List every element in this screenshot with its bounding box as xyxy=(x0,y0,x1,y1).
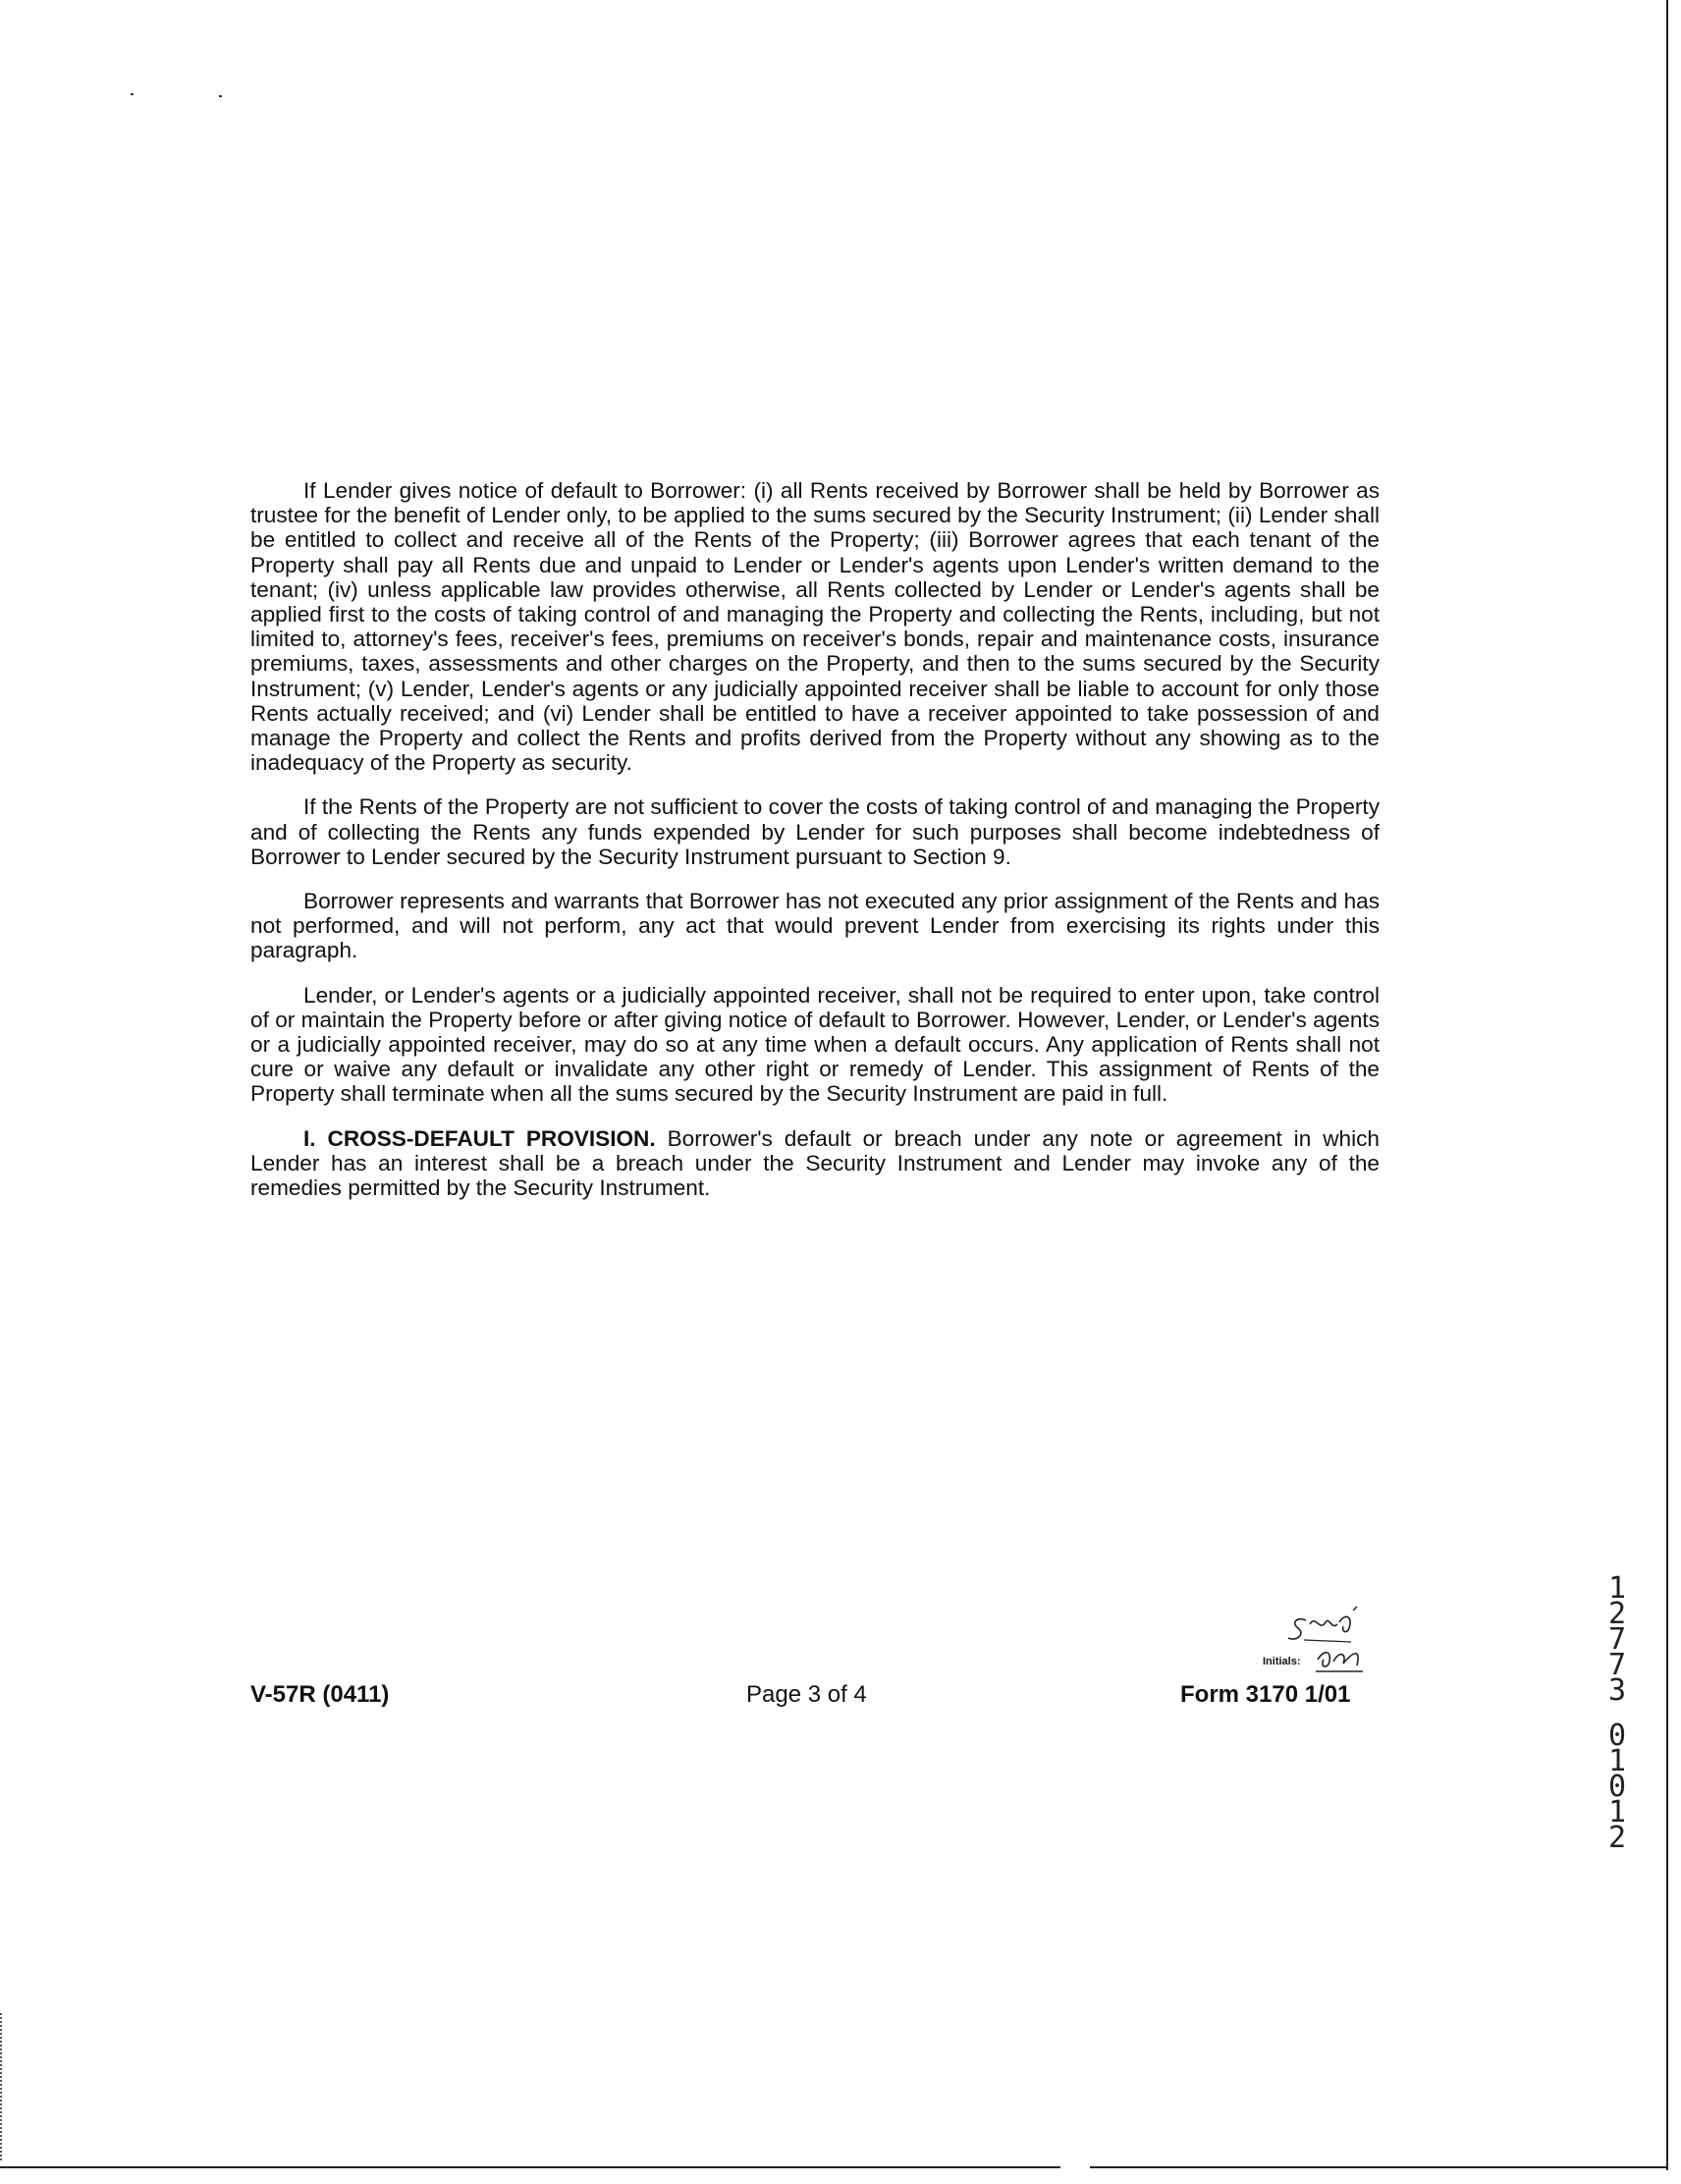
stamp-digit: 2 xyxy=(1607,1821,1627,1855)
paragraph-rents-on-default: If Lender gives notice of default to Borrower: (i) all Rents received by Borrower shall be held by Borrower as trustee for the benefit of Lender only, to be applied to the sums secured by the Security Instrument; (ii) Lender shall be entitled to collect and receive all of the Rents of the Property; (iii) Borrower agrees that each tenant of the Property shall pay all Rents due and unpaid to Lender or Lender's agents upon Lender's written demand to the tenant; (iv) unless applicable law provides otherwise, all Rents collected by Lender or Lender's agents shall be applied first to the costs of taking control of and managing the Property and collecting the Rents, including, but not limited to, attorney's fees, receiver's fees, premiums on receiver's bonds, repair and maintenance costs, insurance premiums, taxes, assessments and other charges on the Property, and then to the sums secured by the Security Instrument; (v) Lender, Lender's agents or any judicially appointed receiver shall be liable to account for only those Rents actually received; and (vi) Lender shall be entitled to have a receiver appointed to take possession of and manage the Property and collect the Rents and profits derived from the Property without any showing as to the inadequacy of the Property as security. xyxy=(250,478,1380,776)
stamp-digit: 1 xyxy=(1607,1571,1627,1606)
vertical-stamp-number xyxy=(1602,1571,1632,1855)
stamp-digit: 1 xyxy=(1607,1744,1627,1778)
cross-default-text: Borrower's default or breach under any note or agreement in which Lender has an interest shall be a breach under the Security Instrument and Lender may invoke any of the remedies permitted by the Security Instrument. xyxy=(250,1125,1380,1201)
page-border-gap xyxy=(1060,2166,1090,2169)
paragraph-lender-not-required: Lender, or Lender's agents or a judicially appointed receiver, shall not be required to enter upon, take control of or maintain the Property before or after giving notice of default to Borrower. However, Lender, or Lender's agents or a judicially appointed receiver, may do so at any time when a default occurs. Any application of Rents shall not cure or waive any default or invalidate any other right or remedy of Lender. This assignment of Rents of the Property shall terminate when all the sums secured by the Security Instrument are paid in full. xyxy=(250,982,1380,1107)
scan-edge-mark xyxy=(0,2013,4,2160)
paragraph-insufficient-rents: If the Rents of the Property are not sufficient to cover the costs of taking control of and managing the Property and of collecting the Rents any funds expended by Lender for such purposes shall become indebtedness of Borrower to Lender secured by the Security Instrument pursuant to Section 9. xyxy=(250,794,1380,869)
stamp-digit: 7 xyxy=(1607,1648,1627,1682)
scan-speck xyxy=(219,95,222,97)
scan-speck xyxy=(131,93,134,95)
form-number: Form 3170 1/01 xyxy=(1180,1681,1351,1708)
document-body xyxy=(250,478,1380,1220)
initials-signature xyxy=(1255,1603,1402,1681)
page-number: Page 3 of 4 xyxy=(746,1681,867,1708)
paragraph-borrower-warranty: Borrower represents and warrants that Borrower has not executed any prior assignment of the Rents and has not performed, and will not perform, any act that would prevent Lender from exercising its rights under this paragraph. xyxy=(250,889,1380,963)
page-border-right xyxy=(1666,0,1668,2170)
stamp-digit: 7 xyxy=(1607,1622,1627,1657)
stamp-digit: 1 xyxy=(1607,1795,1627,1829)
stamp-digit: 3 xyxy=(1607,1673,1627,1708)
stamp-digit: 2 xyxy=(1607,1597,1627,1631)
form-code: V-57R (0411) xyxy=(250,1681,390,1708)
paragraph-cross-default xyxy=(250,1126,1380,1201)
stamp-digit: 0 xyxy=(1607,1770,1627,1804)
section-heading-cross-default: I. CROSS-DEFAULT PROVISION. xyxy=(303,1125,656,1151)
stamp-digit: 0 xyxy=(1607,1719,1627,1753)
initials-block xyxy=(1255,1603,1402,1681)
page-border-bottom xyxy=(0,2166,1668,2168)
initials-label: Initials: xyxy=(1263,1656,1301,1667)
